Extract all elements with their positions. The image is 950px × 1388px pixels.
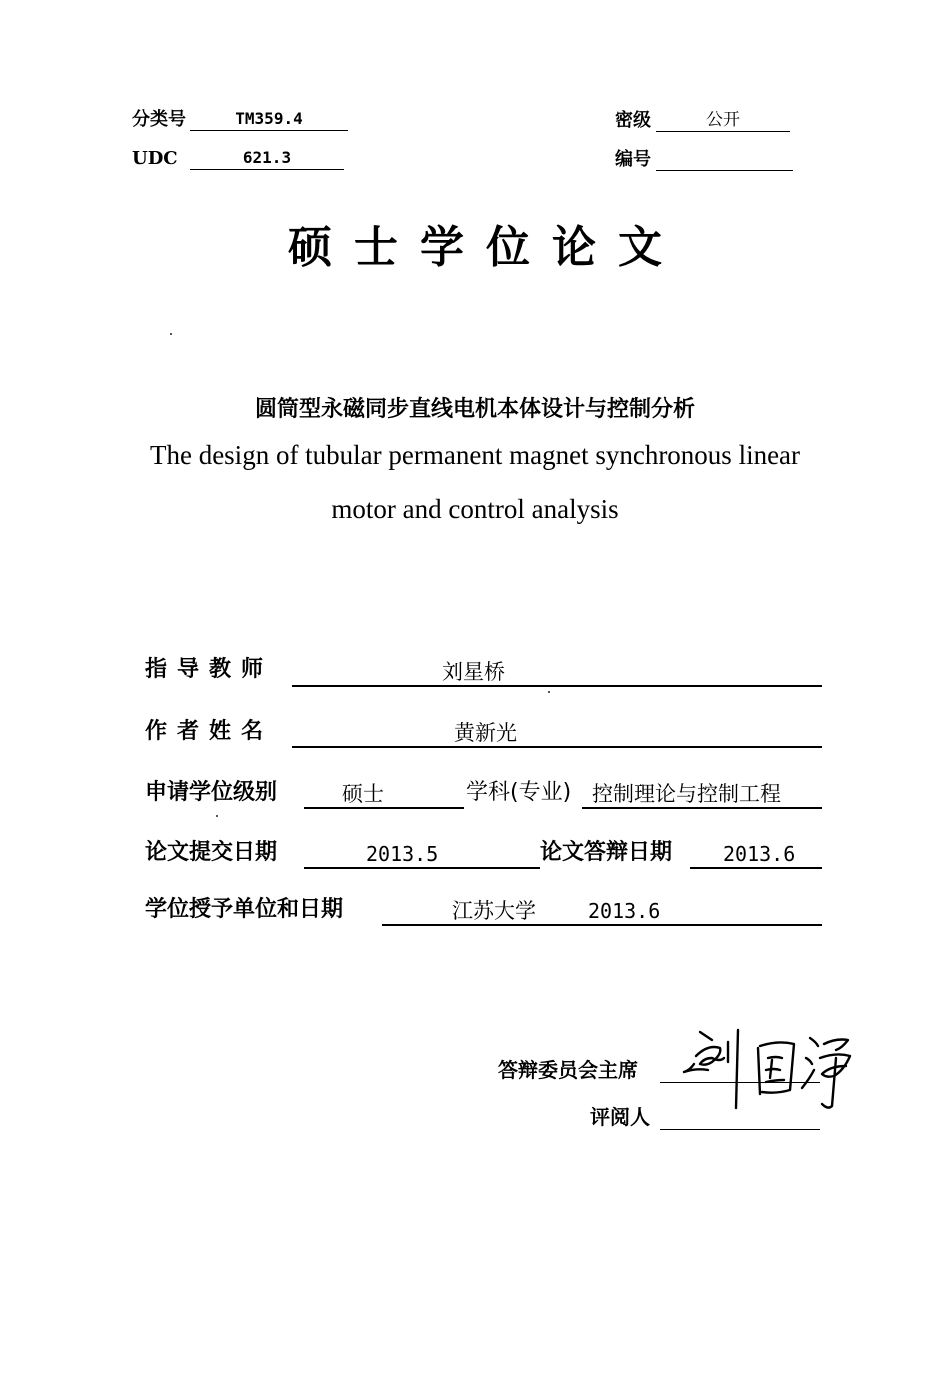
page-title: 硕士学位论文: [288, 222, 684, 273]
reviewer-line: [660, 1103, 820, 1130]
submit-date-field: [304, 839, 540, 869]
defense-date-label: 论文答辩日期: [540, 840, 673, 865]
thesis-title-en-line2: motor and control analysis: [331, 494, 619, 524]
thesis-title-cn: 圆筒型永磁同步直线电机本体设计与控制分析: [254, 397, 695, 422]
scan-speck: [216, 815, 218, 817]
security-label: 密级: [615, 110, 651, 131]
grant-date: 2013.6: [588, 899, 661, 923]
grant-label: 学位授予单位和日期: [145, 897, 344, 922]
serial-label: 编号: [615, 149, 651, 170]
thesis-title-en-line1: The design of tubular permanent magnet synchronous linear: [149, 440, 801, 470]
discipline-field: [582, 779, 822, 809]
serial-value: [656, 148, 793, 171]
submit-date-value: 2013.5: [366, 842, 439, 866]
grant-university: 江苏大学: [452, 899, 536, 923]
author-field: [292, 718, 822, 748]
advisor-value: 刘星桥: [442, 660, 505, 684]
author-label: 作者姓名: [145, 719, 274, 744]
security-value: 公开: [656, 109, 790, 132]
scan-speck: [170, 333, 172, 335]
degree-level-label: 申请学位级别: [145, 780, 278, 805]
submit-date-label: 论文提交日期: [145, 840, 278, 865]
committee-chair-label: 答辩委员会主席: [498, 1058, 638, 1082]
author-value: 黄新光: [454, 721, 517, 745]
scan-speck: [548, 691, 550, 693]
defense-date-field: [690, 839, 822, 869]
classification-label: 分类号: [132, 109, 186, 130]
udc-value: 621.3: [190, 147, 344, 170]
chair-signature: [660, 1018, 860, 1113]
classification-value: TM359.4: [190, 108, 348, 131]
advisor-label: 指导教师: [145, 657, 274, 682]
degree-level-field: [304, 779, 464, 809]
defense-date-value: 2013.6: [723, 842, 796, 866]
discipline-value: 控制理论与控制工程: [592, 782, 781, 806]
grant-field: [382, 896, 822, 926]
reviewer-label: 评阅人: [590, 1105, 650, 1129]
degree-level-value: 硕士: [342, 782, 384, 806]
udc-label: UDC: [132, 148, 178, 169]
discipline-label: 学科(专业): [466, 780, 572, 805]
advisor-field: [292, 657, 822, 687]
